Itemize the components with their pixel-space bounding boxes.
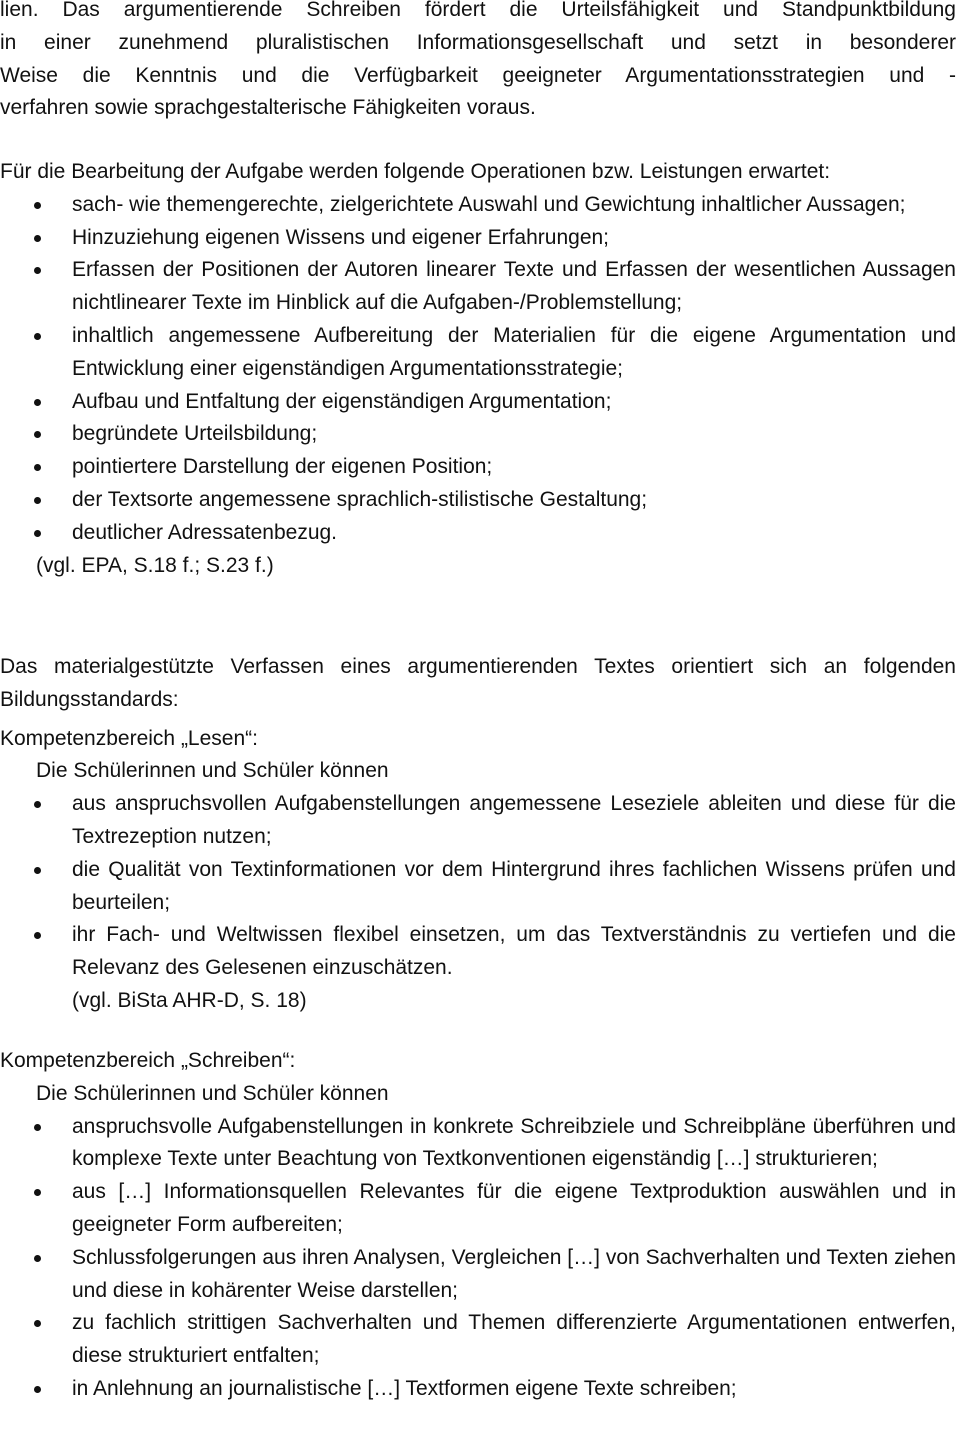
operations-item: begründete Urteilsbildung; [0, 418, 956, 451]
reading-reference: (vgl. BiSta AHR-D, S. 18) [72, 988, 307, 1012]
operations-item: der Textsorte angemessene sprachlich-stilistische Gestaltung; [0, 484, 956, 517]
reading-subject: Die Schülerinnen und Schüler können [36, 759, 389, 783]
reading-heading: Kompetenzbereich „Lesen“: [0, 726, 258, 750]
standards-section [0, 651, 956, 1018]
intro-line: in einer zunehmend pluralistischen Informationsgesellschaft und setzt in besonderer [0, 30, 956, 54]
operations-lead: Für die Bearbeitung der Aufgabe werden folgende Operationen bzw. Leistungen erwartet: [0, 160, 831, 183]
operations-list [0, 189, 956, 550]
standards-lead: Das materialgestützte Verfassen eines argumentierenden Textes orientiert sich an folgenden Bildungsstandards: [0, 655, 956, 711]
writing-list [0, 1111, 956, 1406]
operations-reference: (vgl. EPA, S.18 f.; S.23 f.) [36, 553, 274, 577]
operations-item: inhaltlich angemessene Aufbereitung der Materialien für die eigene Argumentation und Entwicklung einer eigenständigen Argumentationsstrategie; [0, 320, 956, 386]
operations-item: pointiertere Darstellung der eigenen Position; [0, 451, 956, 484]
writing-section [0, 1045, 956, 1406]
reading-list [0, 788, 956, 985]
operations-item: Erfassen der Positionen der Autoren linearer Texte und Erfassen der wesentlichen Aussagen nichtlinearer Texte im Hinblick auf die Aufgaben-/Problemstellung; [0, 254, 956, 320]
operations-item: sach- wie themengerechte, zielgerichtete Auswahl und Gewichtung inhaltlicher Aussagen; [0, 189, 956, 222]
writing-item: aus […] Informationsquellen Relevantes für die eigene Textproduktion auswählen und in geeigneter Form aufbereiten; [0, 1176, 956, 1242]
writing-item: Schlussfolgerungen aus ihren Analysen, Vergleichen […] von Sachverhalten und Texten ziehen und diese in kohärenter Weise darstellen; [0, 1242, 956, 1308]
intro-line: lien. Das argumentierende Schreiben fördert die Urteilsfähigkeit und Standpunktbildung [0, 0, 956, 21]
reading-item: aus anspruchsvollen Aufgabenstellungen angemessene Leseziele ableiten und diese für die Textrezeption nutzen; [0, 788, 956, 854]
reading-item: die Qualität von Textinformationen vor dem Hintergrund ihres fachlichen Wissens prüfen und beurteilen; [0, 854, 956, 920]
writing-item: zu fachlich strittigen Sachverhalten und Themen differenzierte Argumentationen entwerfen, diese strukturiert entfalten; [0, 1307, 956, 1373]
operations-section [0, 156, 956, 582]
writing-heading: Kompetenzbereich „Schreiben“: [0, 1049, 296, 1072]
writing-item: anspruchsvolle Aufgabenstellungen in konkrete Schreibziele und Schreibpläne überführen und komplexe Texte unter Beachtung von Textkonventionen eigenständig […] strukturieren; [0, 1111, 956, 1177]
writing-subject: Die Schülerinnen und Schüler können [36, 1081, 389, 1105]
writing-item: in Anlehnung an journalistische […] Textformen eigene Texte schreiben; [0, 1373, 956, 1406]
reading-item: ihr Fach- und Weltwissen flexibel einsetzen, um das Textverständnis zu vertiefen und die Relevanz des Gelesenen einzuschätzen. [0, 919, 956, 985]
operations-item: deutlicher Adressatenbezug. [0, 517, 956, 550]
intro-line: verfahren sowie sprachgestalterische Fähigkeiten voraus. [0, 96, 536, 120]
intro-line: Weise die Kenntnis und die Verfügbarkeit geeigneter Argumentationsstrategien und - [0, 63, 956, 87]
operations-item: Aufbau und Entfaltung der eigenständigen Argumentation; [0, 386, 956, 419]
intro-paragraph [0, 0, 956, 125]
operations-item: Hinzuziehung eigenen Wissens und eigener Erfahrungen; [0, 222, 956, 255]
